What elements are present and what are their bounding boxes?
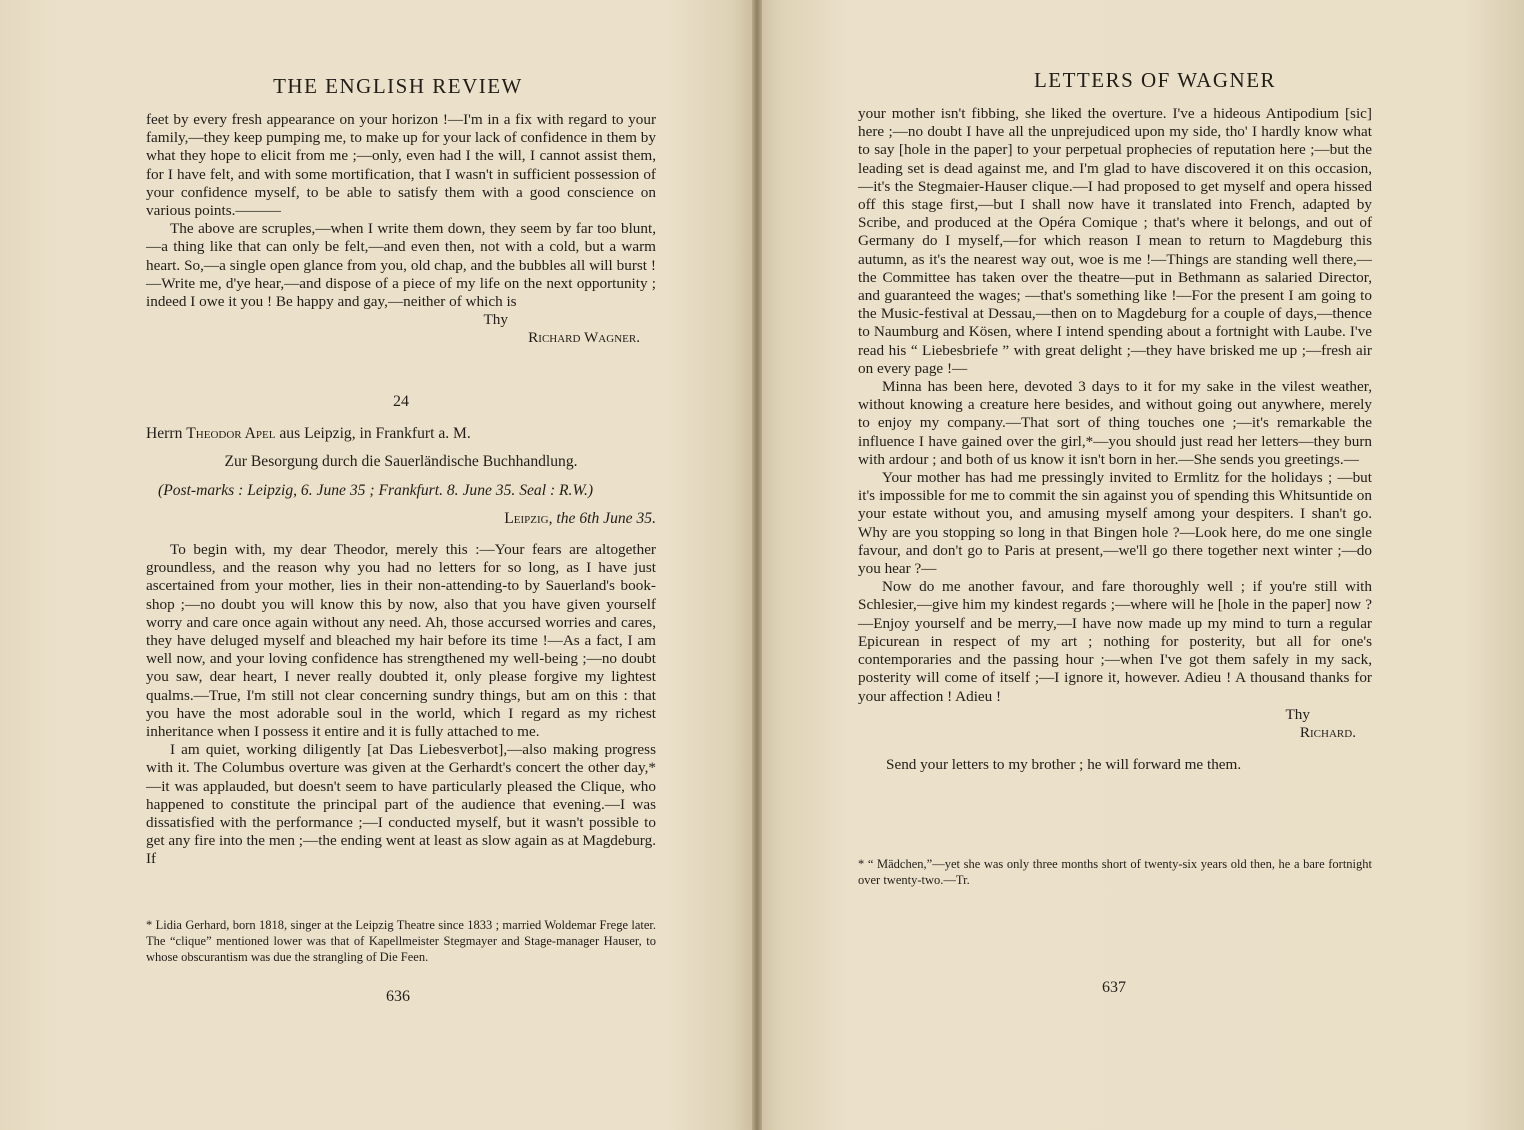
book-gutter: [752, 0, 762, 1130]
paragraph: Minna has been here, devoted 3 days to it for my sake in the vilest weather, without knowing a creature here besides, and without going out anywhere, merely to enjoy my company.—That sort of thing touches one ;—it's remarkable the influence I have gained over the girl,*—you should just read her letters—they burn with ardour ; and both of us know it isn't born in her.—She sends you greetings.—: [858, 378, 1372, 468]
postscript: Send your letters to my brother ; he will forward me them.: [886, 756, 1242, 774]
signoff: Thy: [483, 311, 508, 329]
paragraph: I am quiet, working diligently [at Das Liebesverbot],—also making progress with it. The Columbus overture was given at the Gerhardt's concert the other day,*—it was applauded, but doesn't seem to have particularly pleased the Clique, who happened to constitute the principal part of the audience that evening.—I was dissatisfied with the performance ;—I conducted myself, but it wasn't possible to get any fire into the men ;—the ending went at least as slow again as at Magdeburg. If: [146, 741, 656, 868]
page-number: 636: [386, 988, 410, 1005]
letter-body: [146, 541, 656, 869]
footnote: * Lidia Gerhard, born 1818, singer at the Leipzig Theatre since 1833 ; married Woldemar Frege later. The “clique” mentioned lower was that of Kapellmeister Stegmayer and Stage-manager Hauser, to whose obscurantism was due the strangling of Die Feen.: [146, 918, 656, 964]
letter-header: [146, 393, 656, 528]
signoff: Thy: [1285, 705, 1310, 723]
signature: Richard.: [1299, 723, 1356, 741]
footnote: * “ Mädchen,”—yet she was only three months short of twenty-six years old then, he a bare fortnight over twenty-two.—Tr.: [858, 857, 1372, 887]
postmarks: (Post-marks : Leipzig, 6. June 35 ; Frankfurt. 8. June 35. Seal : R.W.): [158, 481, 594, 499]
dateline-place: Leipzig: [504, 509, 549, 527]
delivery-line: Zur Besorgung durch die Sauerländische Buchhandlung.: [224, 453, 578, 471]
paragraph: The above are scruples,—when I write them down, they seem by far too blunt,—a thing like that can only be felt,—and even then, not with a cold, but a warm heart. So,—a single open glance from you, old chap, and the bubbles all will burst !—Write me, d'ye hear,—and dispose of a piece of my life on the next opportunity ; indeed I owe it you ! Be happy and gay,—neither of which is: [146, 220, 656, 311]
page-number: 637: [1102, 979, 1126, 996]
signature: Richard Wagner.: [528, 329, 640, 347]
paragraph: Your mother has had me pressingly invited to Ermlitz for the holidays ; —but it's impossible for me to commit the sin against you of spending this Whitsuntide on your estate without you, and amusing myself among your despiters. I shan't go. Why are you stopping so long in that Bingen hole ?—Look here, do me one single favour, and don't go to Paris at present,—we'll go there together next winter ;—do you hear ?—: [858, 469, 1372, 578]
running-head: THE ENGLISH REVIEW: [273, 74, 523, 98]
running-head: LETTERS OF WAGNER: [1033, 68, 1277, 92]
address-name: Theodor Apel: [186, 425, 276, 443]
paragraph: feet by every fresh appearance on your horizon !—I'm in a fix with regard to your family,—they keep pumping me, to make up for your lack of confidence in them by what they hope to elicit from me ;—only, even had I the will, I cannot assist them, for I have felt, and with some mortification, that I wasn't in sufficient possession of your confidence myself, to be able to satisfy them with a good conscience on various points.———: [146, 111, 656, 220]
left-text-block: [146, 111, 656, 348]
dateline-date: , the 6th June 35.: [548, 509, 656, 527]
dateline: [146, 510, 656, 528]
address-prefix: Herrn: [146, 425, 187, 443]
address-line: [146, 425, 656, 443]
right-text-block: [858, 105, 1372, 774]
address-suffix: aus Leipzig, in Frankfurt a. M.: [275, 425, 471, 443]
left-page: [0, 0, 756, 1130]
paragraph: Now do me another favour, and fare thoroughly well ; if you're still with Schlesier,—give him my kindest regards ;—where will he [hole in the paper] now ?—Enjoy yourself and be merry,—I have now made up my mind to turn a regular Epicurean in respect of my art ; nothing for posterity, but all for one's contemporaries and the passing hour ;—when I've got them safely in my sack, posterity will come of itself ;—I ignore it, however. Adieu ! A thousand thanks for your affection ! Adieu !: [858, 578, 1372, 705]
paragraph: To begin with, my dear Theodor, merely this :—Your fears are altogether groundless, and the reason why you had no letters for so long, as I have just ascertained from your mother, lies in their non-attending-to by Sauerland's book-shop ;—no doubt you will know this by now, also that you have given yourself worry and care once again without any need. Ah, those accursed worries and cares, they have deluged myself and bleached my hair before its time !—As a fact, I am well now, and your loving confidence has strengthened my well-being ;—no doubt you saw, dear heart, I never really doubted it, only please forgive my lightest qualms.—True, I'm still not clear concerning sundry things, but am on this : that you have the most adorable soul in the world, which I regard as my richest inheritance when I possess it entire and it is fully attached to me.: [146, 541, 656, 741]
paragraph: your mother isn't fibbing, she liked the overture. I've a hideous Antipodium [sic] here ;—no doubt I have all the unprejudiced upon my side, tho' I hardly know what to say [hole in the paper] to your perpetual prophecies of reputation here ;—but the leading set is dead against me, and I'm glad to have discovered it on this occasion,—it's the Stegmaier-Hauser clique.—I had proposed to get myself and opera hissed off this stage first,—but I shall now have it translated into French, adapted by Scribe, and produced at the Opéra Comique ; that's where it belongs, and out of Germany do I myself,—for which reason I mean to return to Magdeburg this autumn, as it's the nearest way out, woe is me !—Things are standing well there,—the Committee has taken over the theatre—put in Bethmann as salaried Director, and guaranteed the wages; —that's something like !—For the present I am going to the Music-festival at Dessau,—then on to Magdeburg for a couple of days,—thence to Naumburg and Kösen, where I intend spending about a fortnight with Laube. I've read his “ Liebesbriefe ” with great delight ;—they have brisked me up ;—fresh air on every page !—: [858, 105, 1372, 377]
right-page: [756, 0, 1524, 1130]
letter-number: 24: [393, 393, 409, 410]
